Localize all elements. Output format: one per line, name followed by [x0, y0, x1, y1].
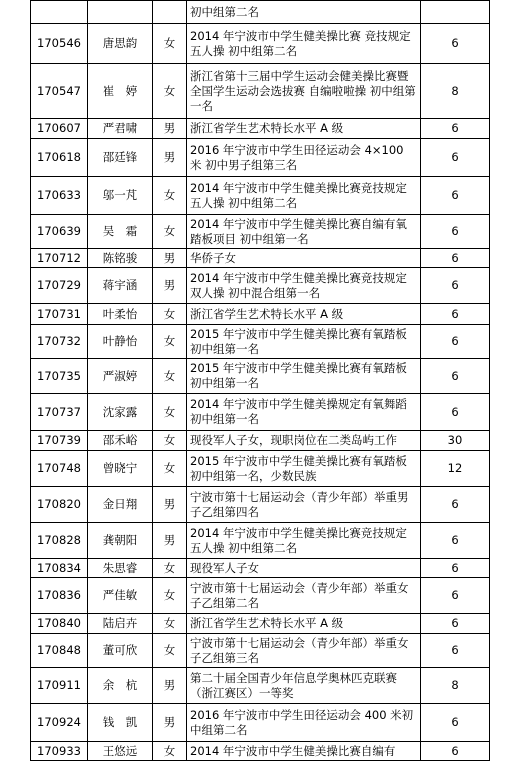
- award-cell: 浙江省学生艺术特长水平 A 级: [187, 119, 421, 139]
- points-cell: 6: [421, 268, 490, 304]
- gender-cell: 女: [153, 215, 187, 249]
- points-cell: 6: [421, 215, 490, 249]
- student-name-cell: 蒋宇涵: [88, 268, 153, 304]
- student-id-cell: 170840: [31, 614, 88, 634]
- gender-cell: 男: [153, 139, 187, 177]
- student-id-cell: 170911: [31, 668, 88, 704]
- student-id-cell: 170607: [31, 119, 88, 139]
- table-row: [31, 249, 490, 268]
- gender-cell: 女: [153, 325, 187, 359]
- student-name-cell: 王悠远: [88, 742, 153, 761]
- student-name-cell: 曾晓宁: [88, 451, 153, 487]
- student-id-cell: 170933: [31, 742, 88, 761]
- gender-cell: 女: [153, 634, 187, 668]
- award-cell: 宁波市第十七届运动会（青少年部）举重男子乙组第四名: [187, 487, 421, 523]
- table-row: [31, 177, 490, 215]
- student-name-cell: 邵廷锋: [88, 139, 153, 177]
- table-row: [31, 325, 490, 359]
- points-cell: 6: [421, 614, 490, 634]
- gender-cell: 男: [153, 268, 187, 304]
- points-cell: 6: [421, 249, 490, 268]
- award-cell: 现役军人子女: [187, 559, 421, 578]
- student-id-cell: 170618: [31, 139, 88, 177]
- student-id-cell: 170735: [31, 359, 88, 394]
- student-id-cell: 170924: [31, 704, 88, 742]
- student-id-cell: 170820: [31, 487, 88, 523]
- table-row: [31, 559, 490, 578]
- student-name-cell: 严佳敏: [88, 578, 153, 614]
- award-cell: 2014 年宁波市中学生健美操比赛 竞技规定五人操 初中组第二名: [187, 24, 421, 64]
- table-row: [31, 394, 490, 431]
- gender-cell: 女: [153, 304, 187, 325]
- points-cell: 6: [421, 325, 490, 359]
- points-cell: 6: [421, 634, 490, 668]
- gender-cell: [153, 1, 187, 24]
- gender-cell: 女: [153, 614, 187, 634]
- award-cell: 2014 年宁波市中学生健美操比赛竞技规定双人操 初中混合组第一名: [187, 268, 421, 304]
- award-cell: 第二十届全国青少年信息学奥林匹克联赛（浙江赛区）一等奖: [187, 668, 421, 704]
- student-id-cell: 170639: [31, 215, 88, 249]
- student-id-cell: 170546: [31, 24, 88, 64]
- award-cell: 华侨子女: [187, 249, 421, 268]
- gender-cell: 女: [153, 359, 187, 394]
- student-name-cell: 严淑婷: [88, 359, 153, 394]
- gender-cell: 男: [153, 249, 187, 268]
- points-cell: 6: [421, 24, 490, 64]
- points-cell: 8: [421, 64, 490, 119]
- award-cell: 2014 年宁波市中学生健美操比赛自编有氧踏板项目 初中组第一名: [187, 215, 421, 249]
- award-cell: 2014 年宁波市中学生健美操比赛竞技规定五人操 初中组第二名: [187, 177, 421, 215]
- award-cell: 2014 年宁波市中学生健美操比赛竞技规定五人操 初中组第二名: [187, 523, 421, 559]
- table-row: [31, 24, 490, 64]
- points-cell: 6: [421, 559, 490, 578]
- points-cell: 6: [421, 742, 490, 761]
- table-row: [31, 215, 490, 249]
- gender-cell: 女: [153, 742, 187, 761]
- award-cell: 2014 年宁波市中学生健美操规定有氧舞蹈 初中组第一名: [187, 394, 421, 431]
- points-cell: 6: [421, 139, 490, 177]
- student-id-cell: 170828: [31, 523, 88, 559]
- student-name-cell: 邬一芃: [88, 177, 153, 215]
- points-cell: 30: [421, 431, 490, 451]
- student-name-cell: 崔 婷: [88, 64, 153, 119]
- points-cell: 6: [421, 304, 490, 325]
- student-name-cell: 金日翔: [88, 487, 153, 523]
- award-cell: 浙江省学生艺术特长水平 A 级: [187, 304, 421, 325]
- student-name-cell: 朱思睿: [88, 559, 153, 578]
- student-name-cell: 邵禾峪: [88, 431, 153, 451]
- student-id-cell: [31, 1, 88, 24]
- points-cell: 12: [421, 451, 490, 487]
- points-cell: 6: [421, 177, 490, 215]
- gender-cell: 女: [153, 24, 187, 64]
- student-name-cell: 叶静怡: [88, 325, 153, 359]
- student-name-cell: 钱 凯: [88, 704, 153, 742]
- points-cell: 8: [421, 668, 490, 704]
- points-cell: 6: [421, 119, 490, 139]
- gender-cell: 女: [153, 578, 187, 614]
- gender-cell: 女: [153, 177, 187, 215]
- gender-cell: 男: [153, 704, 187, 742]
- award-cell: 2015 年宁波市中学生健美操比赛有氧踏板 初中组第一名，少数民族: [187, 451, 421, 487]
- gender-cell: 男: [153, 487, 187, 523]
- table-row: [31, 119, 490, 139]
- gender-cell: 女: [153, 451, 187, 487]
- award-cell: 现役军人子女，现职岗位在二类岛屿工作: [187, 431, 421, 451]
- table-row: [31, 614, 490, 634]
- student-id-cell: 170739: [31, 431, 88, 451]
- table-row: [31, 64, 490, 119]
- student-name-cell: 吴 霜: [88, 215, 153, 249]
- table-row: [31, 139, 490, 177]
- award-cell: 2016 年宁波市中学生田径运动会 400 米初中组第二名: [187, 704, 421, 742]
- table-row: [31, 304, 490, 325]
- award-cell: 宁波市第十七届运动会（青少年部）举重女子乙组第二名: [187, 578, 421, 614]
- student-id-cell: 170547: [31, 64, 88, 119]
- table-row: [31, 668, 490, 704]
- points-cell: 6: [421, 487, 490, 523]
- table-row: [31, 268, 490, 304]
- student-id-cell: 170731: [31, 304, 88, 325]
- student-id-cell: 170712: [31, 249, 88, 268]
- table-row: [31, 431, 490, 451]
- award-cell: 浙江省学生艺术特长水平 A 级: [187, 614, 421, 634]
- student-id-cell: 170848: [31, 634, 88, 668]
- points-cell: 6: [421, 523, 490, 559]
- student-id-cell: 170834: [31, 559, 88, 578]
- student-name-cell: 沈家露: [88, 394, 153, 431]
- student-name-cell: 唐思韵: [88, 24, 153, 64]
- award-points-table: [30, 0, 490, 761]
- table-row: [31, 704, 490, 742]
- table-row: [31, 1, 490, 24]
- student-name-cell: 严君啸: [88, 119, 153, 139]
- gender-cell: 女: [153, 394, 187, 431]
- gender-cell: 男: [153, 119, 187, 139]
- award-cell: 浙江省第十三届中学生运动会健美操比赛暨全国学生运动会选拔赛 自编啦啦操 初中组第一名: [187, 64, 421, 119]
- award-cell: 2015 年宁波市中学生健美操比赛有氧踏板 初中组第一名: [187, 359, 421, 394]
- gender-cell: 女: [153, 431, 187, 451]
- award-cell: 2016 年宁波市中学生田径运动会 4×100 米 初中男子组第三名: [187, 139, 421, 177]
- award-cell: 2014 年宁波市中学生健美操比赛自编有: [187, 742, 421, 761]
- student-name-cell: 余 杭: [88, 668, 153, 704]
- table-row: [31, 634, 490, 668]
- table-row: [31, 487, 490, 523]
- student-name-cell: 陆启卉: [88, 614, 153, 634]
- student-name-cell: 叶柔怡: [88, 304, 153, 325]
- student-id-cell: 170836: [31, 578, 88, 614]
- gender-cell: 女: [153, 559, 187, 578]
- points-cell: 6: [421, 394, 490, 431]
- student-id-cell: 170732: [31, 325, 88, 359]
- points-cell: 6: [421, 704, 490, 742]
- award-cell: 初中组第二名: [187, 1, 421, 24]
- student-id-cell: 170748: [31, 451, 88, 487]
- award-cell: 2015 年宁波市中学生健美操比赛有氧踏板 初中组第一名: [187, 325, 421, 359]
- student-name-cell: [88, 1, 153, 24]
- table-row: [31, 451, 490, 487]
- student-name-cell: 龚朝阳: [88, 523, 153, 559]
- table-row: [31, 523, 490, 559]
- student-id-cell: 170737: [31, 394, 88, 431]
- table-body: [31, 1, 490, 761]
- student-id-cell: 170729: [31, 268, 88, 304]
- award-cell: 宁波市第十七届运动会（青少年部）举重女子乙组第三名: [187, 634, 421, 668]
- gender-cell: 男: [153, 523, 187, 559]
- points-cell: [421, 1, 490, 24]
- points-cell: 6: [421, 578, 490, 614]
- table-row: [31, 578, 490, 614]
- table-row: [31, 359, 490, 394]
- student-name-cell: 董可欣: [88, 634, 153, 668]
- points-cell: 6: [421, 359, 490, 394]
- student-id-cell: 170633: [31, 177, 88, 215]
- gender-cell: 男: [153, 668, 187, 704]
- student-name-cell: 陈铭骏: [88, 249, 153, 268]
- gender-cell: 女: [153, 64, 187, 119]
